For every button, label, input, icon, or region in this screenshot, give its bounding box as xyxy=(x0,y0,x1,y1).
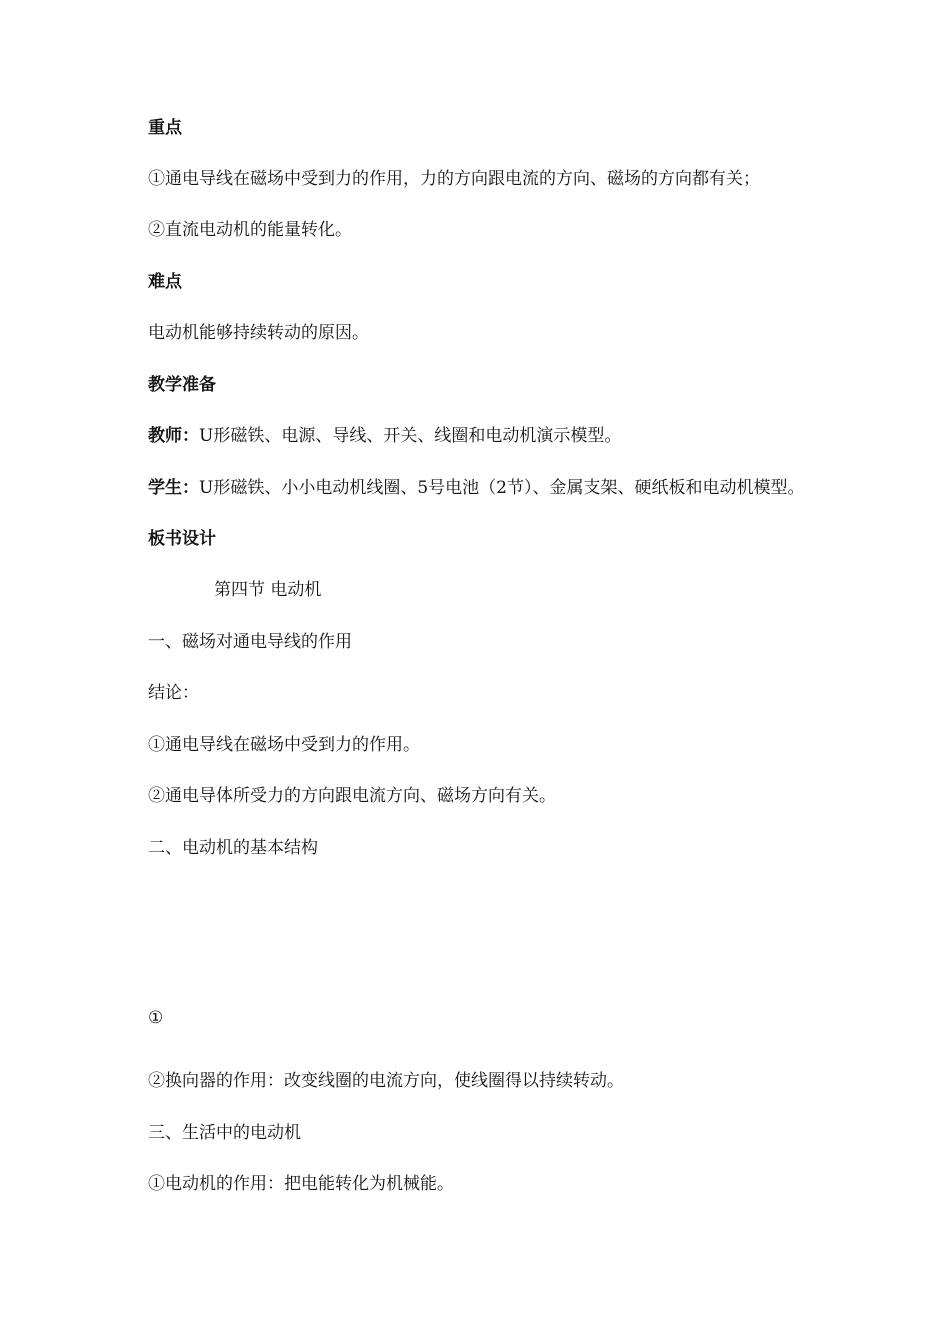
student-text: U形磁铁、小小电动机线圈、5号电池（2节）、金属支架、硬纸板和电动机模型。 xyxy=(199,478,805,498)
student-preparation xyxy=(148,476,804,500)
part1-title: 一、磁场对通电导线的作用 xyxy=(148,632,352,652)
conclusion-item: ②通电导体所受力的方向跟电流方向、磁场方向有关。 xyxy=(148,786,556,806)
key-point-item: ①通电导线在磁场中受到力的作用，力的方向跟电流的方向、磁场的方向都有关； xyxy=(148,169,760,189)
difficulty-text: 电动机能够持续转动的原因。 xyxy=(148,323,369,343)
structure-item: ②换向器的作用：改变线圈的电流方向，使线圈得以持续转动。 xyxy=(148,1071,624,1091)
preparation-heading: 教学准备 xyxy=(148,375,216,395)
key-point-item: ②直流电动机的能量转化。 xyxy=(148,220,352,240)
section-title: 第四节 电动机 xyxy=(214,580,322,600)
conclusion-item: ①通电导线在磁场中受到力的作用。 xyxy=(148,735,420,755)
student-label: 学生： xyxy=(148,478,199,498)
conclusion-label: 结论： xyxy=(148,683,199,703)
part2-title: 二、电动机的基本结构 xyxy=(148,838,318,858)
part3-title: 三、生活中的电动机 xyxy=(148,1123,301,1143)
teacher-preparation xyxy=(148,424,621,448)
structure-item: ① xyxy=(148,1008,164,1028)
difficulty-heading: 难点 xyxy=(148,272,182,292)
teacher-text: U形磁铁、电源、导线、开关、线圈和电动机演示模型。 xyxy=(199,426,622,446)
teacher-label: 教师： xyxy=(148,426,199,446)
board-design-heading: 板书设计 xyxy=(148,529,216,549)
life-item: ①电动机的作用：把电能转化为机械能。 xyxy=(148,1174,454,1194)
key-points-heading: 重点 xyxy=(148,118,182,138)
